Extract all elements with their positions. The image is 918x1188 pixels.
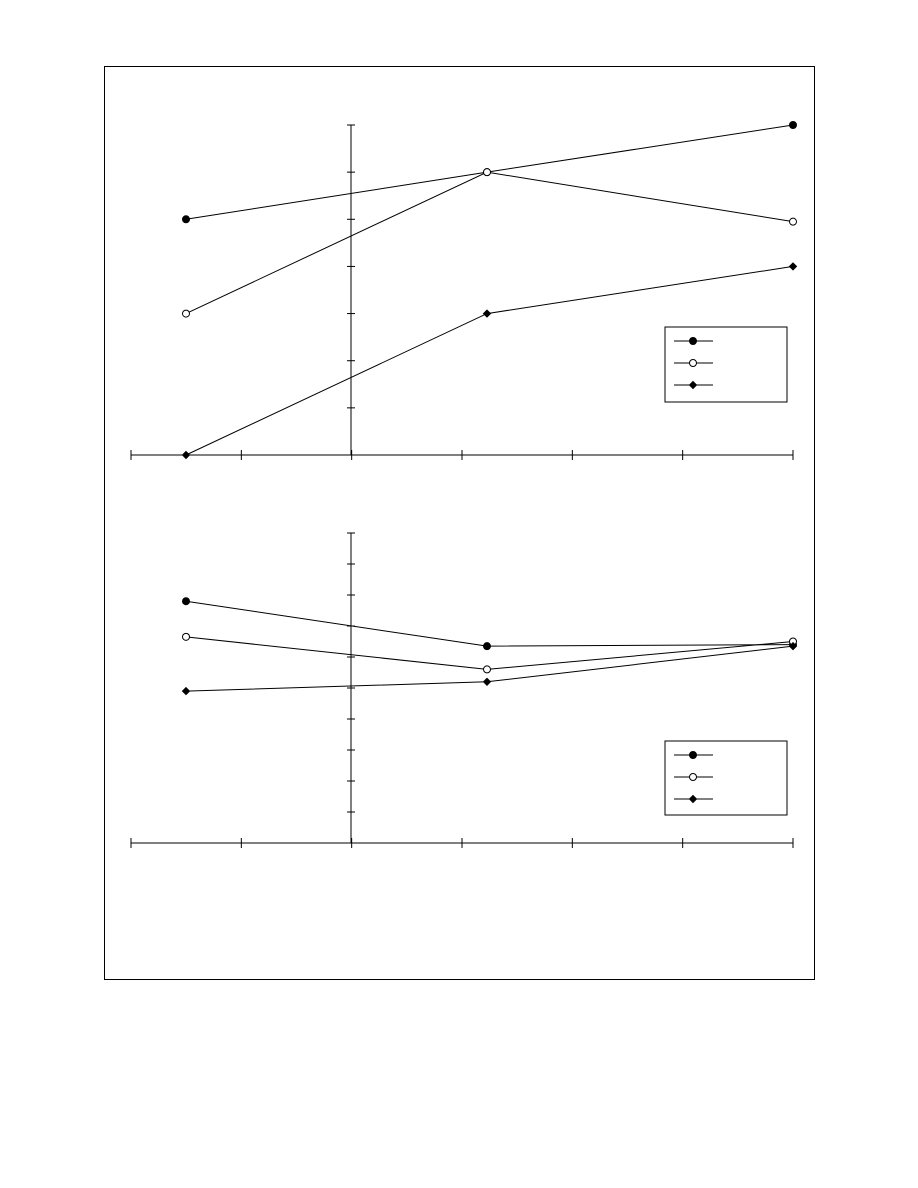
- series-line-open-circle: [186, 637, 793, 670]
- data-point-filled-circle: [790, 122, 797, 129]
- data-point-open-circle: [183, 310, 190, 317]
- data-point-filled-circle: [183, 216, 190, 223]
- data-point-open-circle: [790, 218, 797, 225]
- data-point-open-circle: [183, 633, 190, 640]
- data-point-filled-circle: [183, 598, 190, 605]
- legend-box: [665, 741, 787, 815]
- data-point-filled-diamond: [790, 263, 797, 270]
- data-point-open-circle: [484, 666, 491, 673]
- data-point-filled-diamond: [484, 678, 491, 685]
- legend-marker-open-circle: [690, 774, 697, 781]
- legend-marker-filled-circle: [690, 752, 697, 759]
- data-point-filled-circle: [484, 643, 491, 650]
- data-point-filled-diamond: [183, 452, 190, 459]
- data-point-filled-diamond: [484, 310, 491, 317]
- data-point-filled-diamond: [183, 688, 190, 695]
- legend-marker-open-circle: [690, 360, 697, 367]
- series-line-open-circle: [186, 172, 793, 313]
- chart-bottom: [131, 533, 797, 848]
- legend-marker-filled-circle: [690, 338, 697, 345]
- chart-top: [131, 122, 797, 461]
- legend-box: [665, 327, 787, 402]
- series-line-filled-circle: [186, 601, 793, 646]
- data-point-open-circle: [484, 169, 491, 176]
